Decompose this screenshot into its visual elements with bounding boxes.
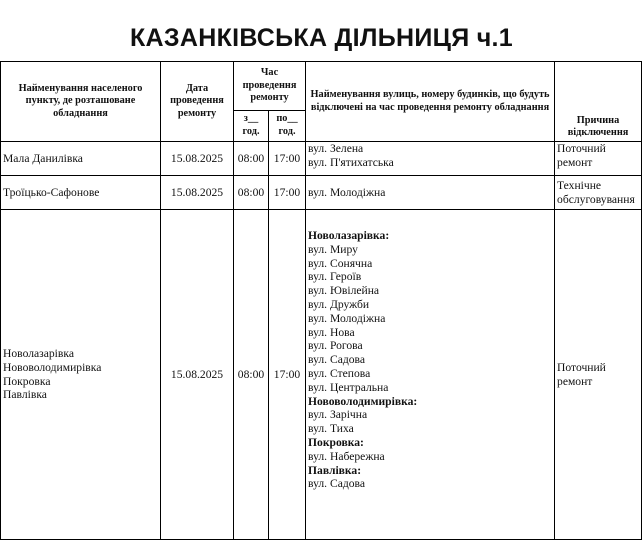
place-cell: Мала Данилівка (1, 142, 161, 176)
street-item: вул. Рогова (308, 339, 363, 353)
outage-table (0, 61, 642, 540)
settlement-heading: Новолазарівка: (308, 229, 390, 242)
street-item: вул. Сонячна (308, 256, 373, 270)
from-cell: 08:00 (234, 142, 269, 176)
settlement-heading: Павлівка: (308, 463, 362, 477)
street-item: вул. П'ятихатська (308, 155, 394, 169)
header-reason-top (555, 62, 642, 111)
street-item: вул. Садова (308, 477, 366, 491)
reason-cell: Поточний ремонт (555, 142, 642, 176)
table-row (1, 210, 642, 540)
street-item: вул. Зарічна (308, 408, 368, 422)
street-item: вул. Набережна (308, 449, 385, 463)
street-item: вул. Молодіжна (308, 185, 386, 199)
reason-cell: Поточний ремонт (555, 210, 642, 540)
street-item: вул. Центральна (308, 380, 389, 394)
place-item: Новолазарівка (3, 346, 74, 360)
date-cell: 15.08.2025 (161, 142, 234, 176)
from-cell: 08:00 (234, 176, 269, 210)
date-cell: 15.08.2025 (161, 210, 234, 540)
street-item: вул. Молодіжна (308, 311, 386, 325)
streets-cell (306, 142, 555, 176)
reason-cell: Технічне обслуговування (555, 176, 642, 210)
street-item: вул. Ювілейна (308, 284, 380, 298)
to-cell: 17:00 (269, 142, 306, 176)
street-item: вул. Нова (308, 325, 355, 339)
header-time: Час проведення ремонту (234, 62, 306, 111)
street-item: вул. Тиха (308, 422, 354, 436)
settlement-heading: Нововолодимирівка: (308, 394, 418, 408)
street-item: вул. Садова (308, 353, 366, 367)
place-cell: Троїцько-Сафонове (1, 176, 161, 210)
street-item: вул. Зелена (308, 142, 364, 155)
to-cell: 17:00 (269, 210, 306, 540)
page-title: КАЗАНКІВСЬКА ДІЛЬНИЦЯ ч.1 (129, 24, 513, 52)
place-item: Покровка (3, 374, 51, 388)
from-cell: 08:00 (234, 210, 269, 540)
header-streets: Найменування вулиць, номеру будинків, що будуть відключені на час проведення ремонту обладнання (306, 62, 555, 142)
to-cell: 17:00 (269, 176, 306, 210)
table-row (1, 176, 642, 210)
place-cell (1, 210, 161, 540)
street-item: вул. Степова (308, 366, 371, 380)
header-to: по__ год. (269, 111, 306, 142)
header-date: Дата проведення ремонту (161, 62, 234, 142)
header-reason: Причина відключення (555, 111, 642, 142)
street-item: вул. Дружби (308, 297, 370, 311)
street-item: вул. Миру (308, 242, 358, 256)
streets-cell (306, 210, 555, 540)
place-item: Павлівка (3, 388, 47, 402)
header-place: Найменування населеного пункту, де розташоване обладнання (1, 62, 161, 142)
place-item: Нововолодимирівка (3, 360, 102, 374)
table-row (1, 142, 642, 176)
streets-cell (306, 176, 555, 210)
street-item: вул. Героїв (308, 270, 362, 284)
header-from: з__ год. (234, 111, 269, 142)
date-cell: 15.08.2025 (161, 176, 234, 210)
settlement-heading: Покровка: (308, 435, 364, 449)
